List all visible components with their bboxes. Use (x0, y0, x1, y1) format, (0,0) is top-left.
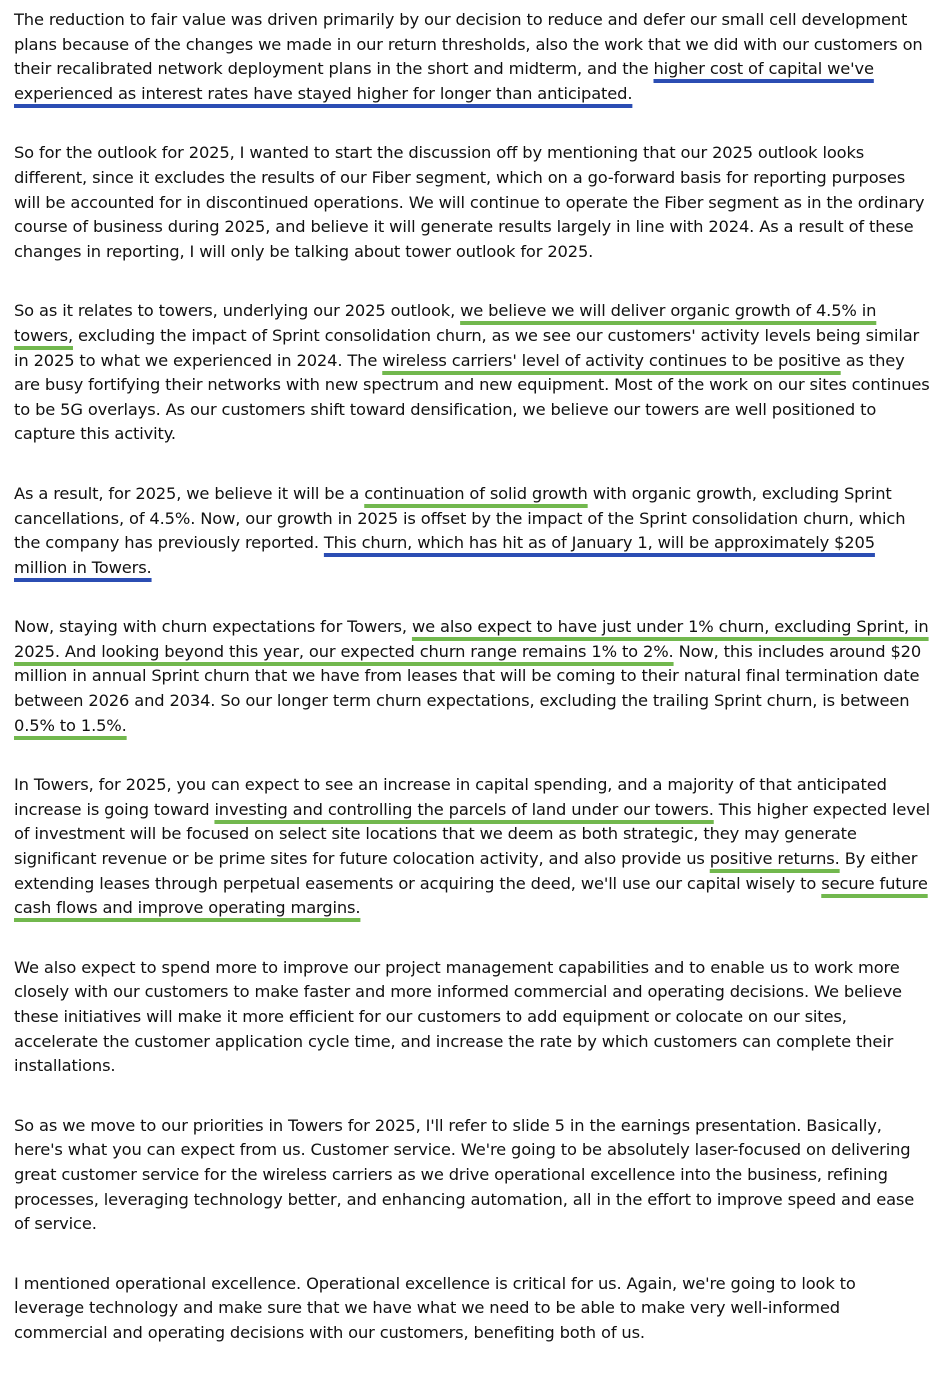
highlight-green: positive returns. (709, 849, 840, 869)
paragraph-sprint-churn (14, 482, 930, 580)
text-segment: Now, staying with churn expectations for Towers, (14, 617, 412, 637)
highlight-green: wireless carriers' level of activity continues to be positive (382, 350, 841, 370)
highlight-green: we believe we will deliver organic growth of 4.5% in towers, (14, 301, 877, 345)
highlight-blue: This churn, which has hit as of January 1, will be approximately $205 million in Towers. (14, 533, 875, 577)
text-segment: The reduction to fair value was driven primarily by our decision to reduce and defer our small cell development plans because of the changes we made in our return thresholds, also the work that we did with our customers on their recalibrated network deployment plans in the short and midterm, and the (14, 10, 923, 79)
paragraph-project-management (14, 956, 930, 1079)
paragraph-churn-expectations (14, 615, 930, 738)
text-segment: In Towers, for 2025, you can expect to see an increase in capital spending, and a majority of that anticipated increase is going toward (14, 775, 887, 819)
paragraph-capital-spending (14, 773, 930, 921)
highlight-green: we also expect to have just under 1% churn, excluding Sprint, in 2025. And looking beyond this year, our expected churn range remains 1% to 2%. (14, 617, 929, 661)
text-segment: I mentioned operational excellence. Operational excellence is critical for us. Again, we're going to look to leverage technology and make sure that we have what we need to be able to make very well-informed commercial and operating decisions with our customers, benefiting both of us. (14, 1273, 856, 1342)
text-segment: with organic growth, excluding Sprint cancellations, of 4.5%. Now, our growth in 2025 is offset by the impact of the Sprint consolidation churn, which the company has previously reported. (14, 483, 906, 553)
paragraph-towers-growth (14, 299, 930, 447)
highlight-green: 0.5% to 1.5%. (14, 715, 127, 735)
text-segment: So as we move to our priorities in Towers for 2025, I'll refer to slide 5 in the earnings presentation. Basically, here's what you can expect from us. Customer service. We're going to be absolutely laser-focused on delivering great customer service for the wireless carriers as we drive operational excellence into the business, refining processes, leveraging technology better, and enhancing automation, all in the effort to improve speed and ease of service. (14, 1115, 915, 1234)
text-segment: as they are busy fortifying their networks with new spectrum and new equipment. Most of the work on our sites continues to be 5G overlays. As our customers shift toward densification, we believe our towers are well positioned to capture this activity. (14, 350, 930, 444)
highlight-green: continuation of solid growth (364, 483, 588, 503)
highlight-blue: higher cost of capital we've experienced as interest rates have stayed higher for longer than anticipated. (14, 59, 874, 103)
document-body (14, 8, 930, 1381)
text-segment: Now, this includes around $20 million in annual Sprint churn that we have from leases that will be coming to their natural final termination date between 2026 and 2034. So our longer term churn expectations, excluding the trailing Sprint churn, is between (14, 641, 922, 711)
text-segment: excluding the impact of Sprint consolidation churn, as we see our customers' activity levels being similar in 2025 to what we experienced in 2024. The (14, 325, 920, 370)
text-segment: We also expect to spend more to improve our project management capabilities and to enable us to work more closely with our customers to make faster and more informed commercial and operating decisions. We believe these initiatives will make it more efficient for our customers to add equipment or colocate on our sites, accelerate the customer application cycle time, and increase the rate by which customers can complete their installations. (14, 957, 902, 1076)
paragraph-priorities (14, 1114, 930, 1237)
paragraph-fair-value (14, 8, 930, 106)
text-segment: By either extending leases through perpetual easements or acquiring the deed, we'll use our capital wisely to (14, 849, 918, 893)
text-segment: This higher expected level of investment will be focused on select site locations that we deem as both strategic, they may generate significant revenue or be prime sites for future colocation activity, and also provide us (14, 799, 930, 869)
paragraph-outlook-2025 (14, 141, 930, 264)
text-segment: As a result, for 2025, we believe it will be a (14, 483, 365, 503)
highlight-green: investing and controlling the parcels of land under our towers. (214, 799, 714, 819)
highlight-green: secure future cash flows and improve operating margins. (14, 873, 928, 918)
paragraph-operational-excellence (14, 1272, 930, 1346)
text-segment: So as it relates to towers, underlying our 2025 outlook, (14, 301, 461, 321)
text-segment: So for the outlook for 2025, I wanted to start the discussion off by mentioning that our 2025 outlook looks different, since it excludes the results of our Fiber segment, which on a go-forward basis for reporting purposes will be accounted for in discontinued operations. We will continue to operate the Fiber segment as in the ordinary course of business during 2025, and believe it will generate results largely in line with 2024. As a result of these changes in reporting, I will only be talking about tower outlook for 2025. (14, 143, 925, 261)
